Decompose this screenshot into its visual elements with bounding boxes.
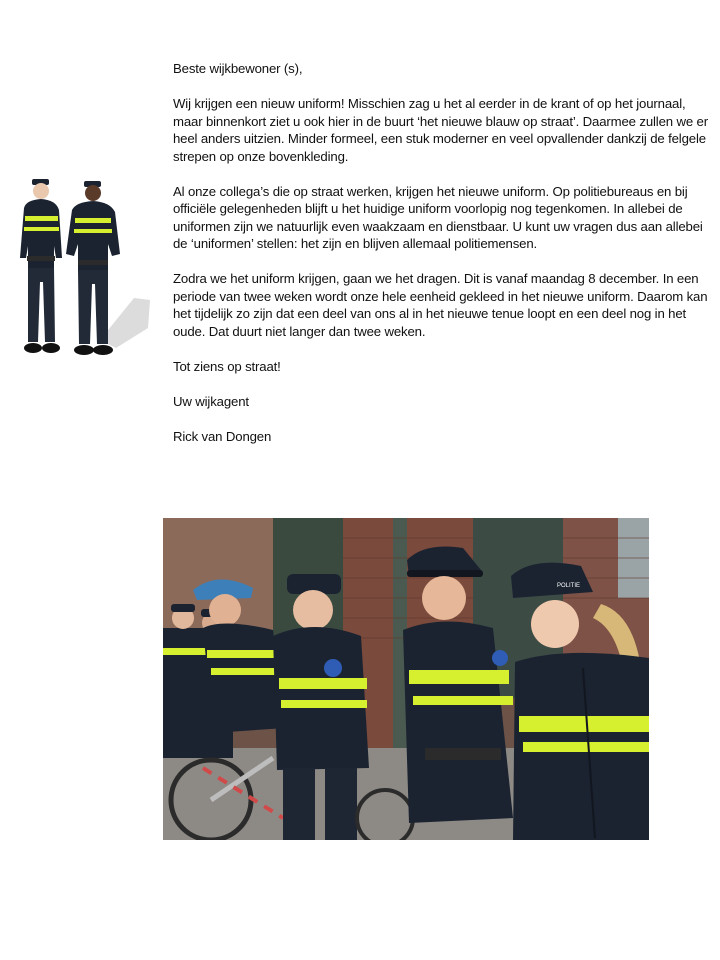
street-officers-image <box>163 518 649 840</box>
salutation: Beste wijkbewoner (s), <box>173 61 303 76</box>
sign-name: Rick van Dongen <box>173 428 272 444</box>
officers-photo <box>163 518 649 840</box>
paragraph-1: Wij krijgen een nieuw uniform! Misschien zag u het al eerder in de krant of op het journaal, maar binnenkort ziet u ook hier in de buurt ‘het nieuwe blauw op straat’. Daarmee zullen we er heel anders uitzien. Minder formeel, een stuk moderner en veel opvallender dankzij de felgele strepen op onze bovenkleding. <box>173 96 708 164</box>
paragraph-3: Zodra we het uniform krijgen, gaan we het dragen. Dit is vanaf maandag 8 december. In een periode van twee weken wordt onze hele eenheid gekleed in het nieuwe uniform. Daarom kan het tijdelijk zo zijn dat een deel van ons al in het nieuwe tenue loopt en een deel nog in het oude. Dat duurt niet langer dan twee weken. <box>173 271 708 339</box>
letter-body <box>173 60 708 463</box>
two-officers-image <box>16 172 152 366</box>
sign-title: Uw wijkagent <box>173 393 249 409</box>
officers-illustration <box>16 172 152 366</box>
officer-left <box>20 179 62 353</box>
paragraph-2: Al onze collega’s die op straat werken, krijgen het nieuwe uniform. Op politiebureaus en bij officiële gelegenheden blijft u het huidige uniform voorlopig nog tegenkomen. In allebei de uniformen zijn we natuurlijk even waakzaam en dienstbaar. U kunt uw vragen dus aan allebei de ‘uniformen’ stellen: het zijn en blijven allemaal politiemensen. <box>173 183 703 251</box>
closing: Tot ziens op straat! <box>173 358 281 374</box>
cap-text: POLITIE <box>557 583 581 589</box>
